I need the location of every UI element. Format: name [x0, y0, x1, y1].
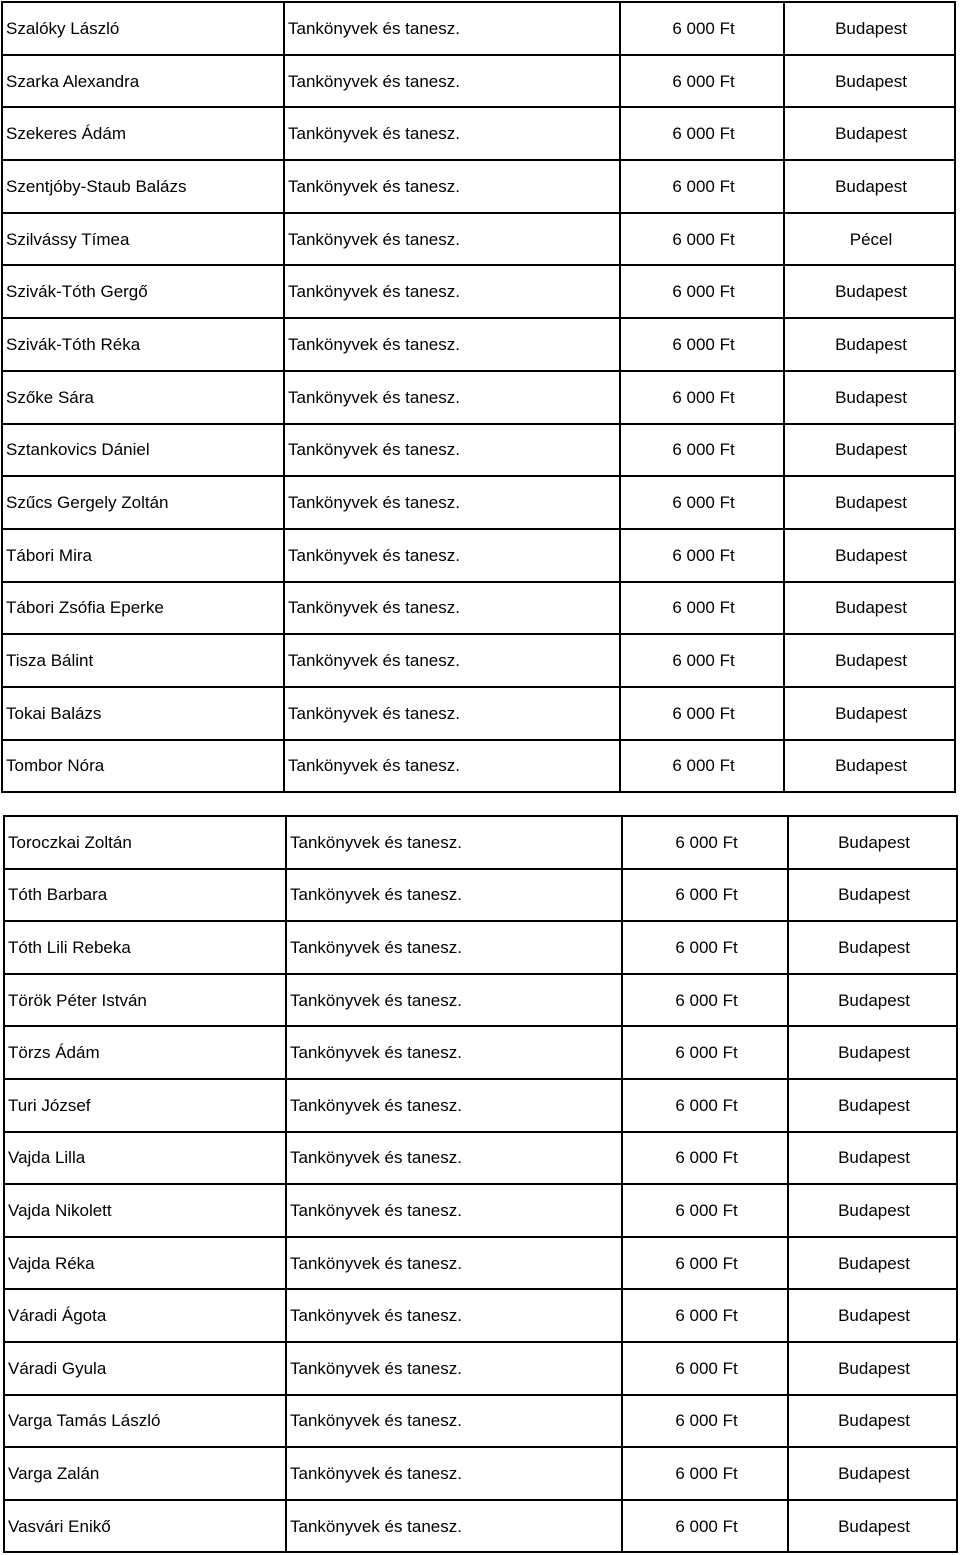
category-cell: Tankönyvek és tanesz.: [284, 687, 620, 740]
category-cell: Tankönyvek és tanesz.: [284, 160, 620, 213]
city-cell: Budapest: [784, 371, 955, 424]
recipient-name-cell: Törzs Ádám: [4, 1026, 286, 1079]
category-cell: Tankönyvek és tanesz.: [286, 974, 622, 1027]
recipients-table-bottom: [3, 815, 958, 1553]
amount-cell: 6 000 Ft: [622, 816, 788, 869]
recipient-name-cell: Vajda Réka: [4, 1237, 286, 1290]
recipient-name-cell: Varga Zalán: [4, 1447, 286, 1500]
city-cell: Pécel: [784, 213, 955, 266]
amount-cell: 6 000 Ft: [620, 529, 784, 582]
category-cell: Tankönyvek és tanesz.: [284, 55, 620, 108]
recipient-name-cell: Vasvári Enikő: [4, 1500, 286, 1553]
city-cell: Budapest: [788, 1132, 957, 1185]
category-cell: Tankönyvek és tanesz.: [286, 816, 622, 869]
city-cell: Budapest: [784, 687, 955, 740]
city-cell: Budapest: [788, 1184, 957, 1237]
table-row: [2, 318, 955, 371]
table-row: [4, 974, 957, 1027]
table-row: [2, 55, 955, 108]
recipient-name-cell: Varga Tamás László: [4, 1395, 286, 1448]
city-cell: Budapest: [788, 869, 957, 922]
recipient-name-cell: Szivák-Tóth Réka: [2, 318, 284, 371]
table-row: [4, 1500, 957, 1553]
table-row: [2, 740, 955, 793]
table-row: [2, 476, 955, 529]
city-cell: Budapest: [784, 160, 955, 213]
amount-cell: 6 000 Ft: [620, 476, 784, 529]
table-row: [2, 2, 955, 55]
city-cell: Budapest: [784, 740, 955, 793]
category-cell: Tankönyvek és tanesz.: [284, 318, 620, 371]
table-row: [2, 634, 955, 687]
city-cell: Budapest: [784, 265, 955, 318]
city-cell: Budapest: [788, 1447, 957, 1500]
category-cell: Tankönyvek és tanesz.: [284, 740, 620, 793]
amount-cell: 6 000 Ft: [620, 160, 784, 213]
amount-cell: 6 000 Ft: [622, 1342, 788, 1395]
amount-cell: 6 000 Ft: [620, 107, 784, 160]
city-cell: Budapest: [788, 1500, 957, 1553]
recipient-name-cell: Tokai Balázs: [2, 687, 284, 740]
city-cell: Budapest: [788, 1395, 957, 1448]
category-cell: Tankönyvek és tanesz.: [286, 1237, 622, 1290]
table-row: [4, 1395, 957, 1448]
amount-cell: 6 000 Ft: [622, 1132, 788, 1185]
category-cell: Tankönyvek és tanesz.: [286, 1447, 622, 1500]
amount-cell: 6 000 Ft: [622, 1079, 788, 1132]
city-cell: Budapest: [788, 816, 957, 869]
table-row: [2, 265, 955, 318]
city-cell: Budapest: [788, 921, 957, 974]
recipient-name-cell: Vajda Lilla: [4, 1132, 286, 1185]
table-row: [4, 1342, 957, 1395]
category-cell: Tankönyvek és tanesz.: [286, 1026, 622, 1079]
table-row: [4, 1237, 957, 1290]
category-cell: Tankönyvek és tanesz.: [284, 476, 620, 529]
amount-cell: 6 000 Ft: [620, 371, 784, 424]
table-body: [4, 816, 957, 1552]
amount-cell: 6 000 Ft: [622, 1447, 788, 1500]
recipient-name-cell: Váradi Gyula: [4, 1342, 286, 1395]
category-cell: Tankönyvek és tanesz.: [286, 869, 622, 922]
category-cell: Tankönyvek és tanesz.: [284, 265, 620, 318]
city-cell: Budapest: [784, 107, 955, 160]
category-cell: Tankönyvek és tanesz.: [284, 371, 620, 424]
table-row: [2, 582, 955, 635]
recipient-name-cell: Toroczkai Zoltán: [4, 816, 286, 869]
city-cell: Budapest: [784, 424, 955, 477]
recipient-name-cell: Szilvássy Tímea: [2, 213, 284, 266]
category-cell: Tankönyvek és tanesz.: [284, 529, 620, 582]
amount-cell: 6 000 Ft: [620, 318, 784, 371]
recipient-name-cell: Szőke Sára: [2, 371, 284, 424]
amount-cell: 6 000 Ft: [622, 869, 788, 922]
city-cell: Budapest: [788, 1026, 957, 1079]
recipient-name-cell: Váradi Ágota: [4, 1289, 286, 1342]
category-cell: Tankönyvek és tanesz.: [286, 1289, 622, 1342]
amount-cell: 6 000 Ft: [620, 55, 784, 108]
amount-cell: 6 000 Ft: [622, 921, 788, 974]
amount-cell: 6 000 Ft: [622, 1395, 788, 1448]
recipient-name-cell: Tóth Barbara: [4, 869, 286, 922]
recipients-table-top: [1, 1, 956, 793]
table-row: [4, 1184, 957, 1237]
table-row: [2, 213, 955, 266]
amount-cell: 6 000 Ft: [622, 1500, 788, 1553]
category-cell: Tankönyvek és tanesz.: [286, 1079, 622, 1132]
amount-cell: 6 000 Ft: [620, 213, 784, 266]
amount-cell: 6 000 Ft: [620, 265, 784, 318]
recipient-name-cell: Tóth Lili Rebeka: [4, 921, 286, 974]
amount-cell: 6 000 Ft: [620, 687, 784, 740]
recipient-name-cell: Tábori Zsófia Eperke: [2, 582, 284, 635]
city-cell: Budapest: [784, 529, 955, 582]
recipient-name-cell: Szűcs Gergely Zoltán: [2, 476, 284, 529]
amount-cell: 6 000 Ft: [622, 1184, 788, 1237]
table-body: [2, 2, 955, 792]
city-cell: Budapest: [784, 55, 955, 108]
recipient-name-cell: Szivák-Tóth Gergő: [2, 265, 284, 318]
table-row: [2, 371, 955, 424]
recipient-name-cell: Szarka Alexandra: [2, 55, 284, 108]
amount-cell: 6 000 Ft: [620, 634, 784, 687]
city-cell: Budapest: [784, 2, 955, 55]
table-row: [4, 1026, 957, 1079]
recipient-name-cell: Turi József: [4, 1079, 286, 1132]
city-cell: Budapest: [788, 1342, 957, 1395]
city-cell: Budapest: [788, 1289, 957, 1342]
recipient-name-cell: Vajda Nikolett: [4, 1184, 286, 1237]
amount-cell: 6 000 Ft: [620, 582, 784, 635]
category-cell: Tankönyvek és tanesz.: [284, 582, 620, 635]
category-cell: Tankönyvek és tanesz.: [286, 921, 622, 974]
city-cell: Budapest: [784, 634, 955, 687]
amount-cell: 6 000 Ft: [622, 1026, 788, 1079]
city-cell: Budapest: [788, 1237, 957, 1290]
recipient-name-cell: Tisza Bálint: [2, 634, 284, 687]
recipient-name-cell: Szalóky László: [2, 2, 284, 55]
amount-cell: 6 000 Ft: [620, 424, 784, 477]
table-row: [2, 160, 955, 213]
amount-cell: 6 000 Ft: [622, 974, 788, 1027]
category-cell: Tankönyvek és tanesz.: [284, 107, 620, 160]
table-row: [4, 1289, 957, 1342]
recipient-name-cell: Szentjóby-Staub Balázs: [2, 160, 284, 213]
table-row: [4, 1132, 957, 1185]
table-row: [2, 107, 955, 160]
recipient-name-cell: Török Péter István: [4, 974, 286, 1027]
table-row: [4, 1447, 957, 1500]
amount-cell: 6 000 Ft: [622, 1237, 788, 1290]
category-cell: Tankönyvek és tanesz.: [284, 424, 620, 477]
table-row: [4, 921, 957, 974]
category-cell: Tankönyvek és tanesz.: [286, 1184, 622, 1237]
table-row: [4, 1079, 957, 1132]
category-cell: Tankönyvek és tanesz.: [284, 2, 620, 55]
recipient-name-cell: Tábori Mira: [2, 529, 284, 582]
city-cell: Budapest: [788, 974, 957, 1027]
table-row: [4, 869, 957, 922]
table-row: [2, 529, 955, 582]
category-cell: Tankönyvek és tanesz.: [286, 1395, 622, 1448]
recipient-name-cell: Sztankovics Dániel: [2, 424, 284, 477]
amount-cell: 6 000 Ft: [622, 1289, 788, 1342]
category-cell: Tankönyvek és tanesz.: [284, 213, 620, 266]
table-row: [2, 424, 955, 477]
amount-cell: 6 000 Ft: [620, 740, 784, 793]
city-cell: Budapest: [784, 476, 955, 529]
recipient-name-cell: Tombor Nóra: [2, 740, 284, 793]
city-cell: Budapest: [784, 318, 955, 371]
table-row: [4, 816, 957, 869]
city-cell: Budapest: [788, 1079, 957, 1132]
category-cell: Tankönyvek és tanesz.: [286, 1500, 622, 1553]
table-row: [2, 687, 955, 740]
category-cell: Tankönyvek és tanesz.: [284, 634, 620, 687]
category-cell: Tankönyvek és tanesz.: [286, 1342, 622, 1395]
category-cell: Tankönyvek és tanesz.: [286, 1132, 622, 1185]
recipient-name-cell: Szekeres Ádám: [2, 107, 284, 160]
city-cell: Budapest: [784, 582, 955, 635]
amount-cell: 6 000 Ft: [620, 2, 784, 55]
